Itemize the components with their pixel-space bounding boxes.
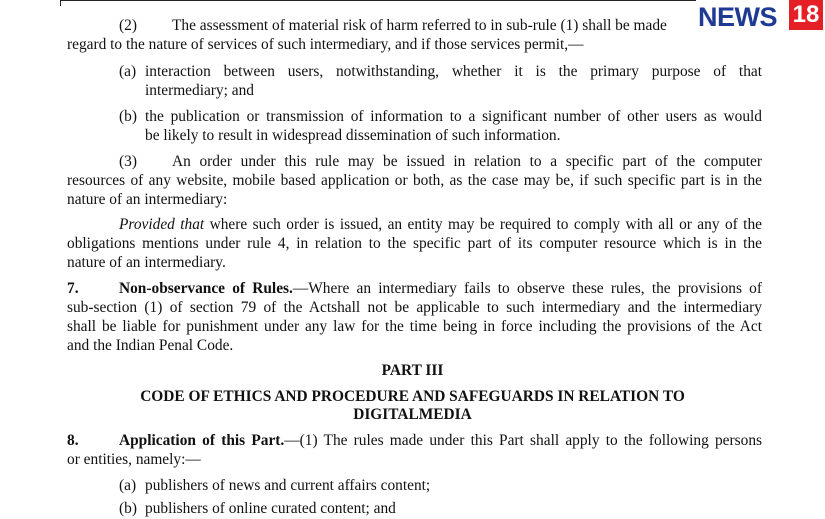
part-title: PART III [381,362,444,379]
part-subtitle-line-1: CODE OF ETHICS AND PROCEDURE AND SAFEGUARDS IN RELATION TO [140,388,685,405]
clause-b-line-2: be likely to result in widespread dissemination of such information. [145,127,561,144]
part-subtitle-line-2: DIGITALMEDIA [353,406,472,423]
logo-news-text: NEWS [698,2,777,32]
clause-a-label: (a) [119,63,137,80]
clause-a-line-2: intermediary; and [145,82,254,99]
rule-7-line-1 [119,280,762,299]
rule-8-clause-b-label: (b) [119,500,137,517]
proviso-lead: Provided that [119,216,205,233]
proviso-line-1 [119,216,762,235]
sub-rule-3-number: (3) [119,153,137,170]
sub-rule-2-line-1: The assessment of material risk of harm referred to in sub-rule (1) shall be made [172,17,667,34]
rule-7-line-3: shall be liable for punishment under any law for the time being in force including the provisions of the Act [67,318,762,335]
clause-a-line-1: interaction between users, notwithstanding, whether it is the primary purpose of that [145,63,762,80]
rule-8-line-2: or entities, namely:— [67,451,201,468]
news18-logo [696,0,825,35]
rule-7-line-2: sub-section (1) of section 79 of the Actshall not be applicable to such intermediary and the intermediary [67,299,762,316]
rule-8-number: 8. [67,432,79,449]
rule-8-line-1 [119,432,762,451]
rule-8-clause-a-text: publishers of news and current affairs content; [145,477,431,494]
rule-8-clause-a-label: (a) [119,477,137,494]
clause-b-line-1: the publication or transmission of information to a significant number of other users as would [145,108,762,125]
clause-b-label: (b) [119,108,137,125]
rule-7-line-4: and the Indian Penal Code. [67,337,234,354]
sub-rule-3-line-2: resources of any website, mobile based application or both, as the case may be, if such specific part is in the [67,172,762,189]
logo-18-badge: 18 [789,0,823,30]
page-top-border [60,0,760,6]
rule-7-line-1-text: —Where an intermediary fails to observe these rules, the provisions of [292,280,762,297]
proviso-line-3: nature of an intermediary. [67,254,226,271]
proviso-line-1-text: where such order is issued, an entity may be required to comply with all or any of the [204,216,762,233]
sub-rule-2-number: (2) [119,17,137,34]
sub-rule-3-line-3: nature of an intermediary: [67,191,228,208]
rule-8-heading: Application of this Part. [119,432,285,449]
rule-7-number: 7. [67,280,79,297]
sub-rule-3-line-1: An order under this rule may be issued in relation to a specific part of the computer [172,153,762,170]
rule-8-line-1-text: —(1) The rules made under this Part shall apply to the following persons [284,432,762,449]
sub-rule-2-line-2: regard to the nature of services of such intermediary, and if those services permit,— [67,36,584,53]
rule-7-heading: Non-observance of Rules. [119,280,293,297]
rule-8-clause-b-text: publishers of online curated content; and [145,500,396,517]
proviso-line-2: obligations mentions under rule 4, in relation to the specific part of its computer resource which is in the [67,235,762,252]
